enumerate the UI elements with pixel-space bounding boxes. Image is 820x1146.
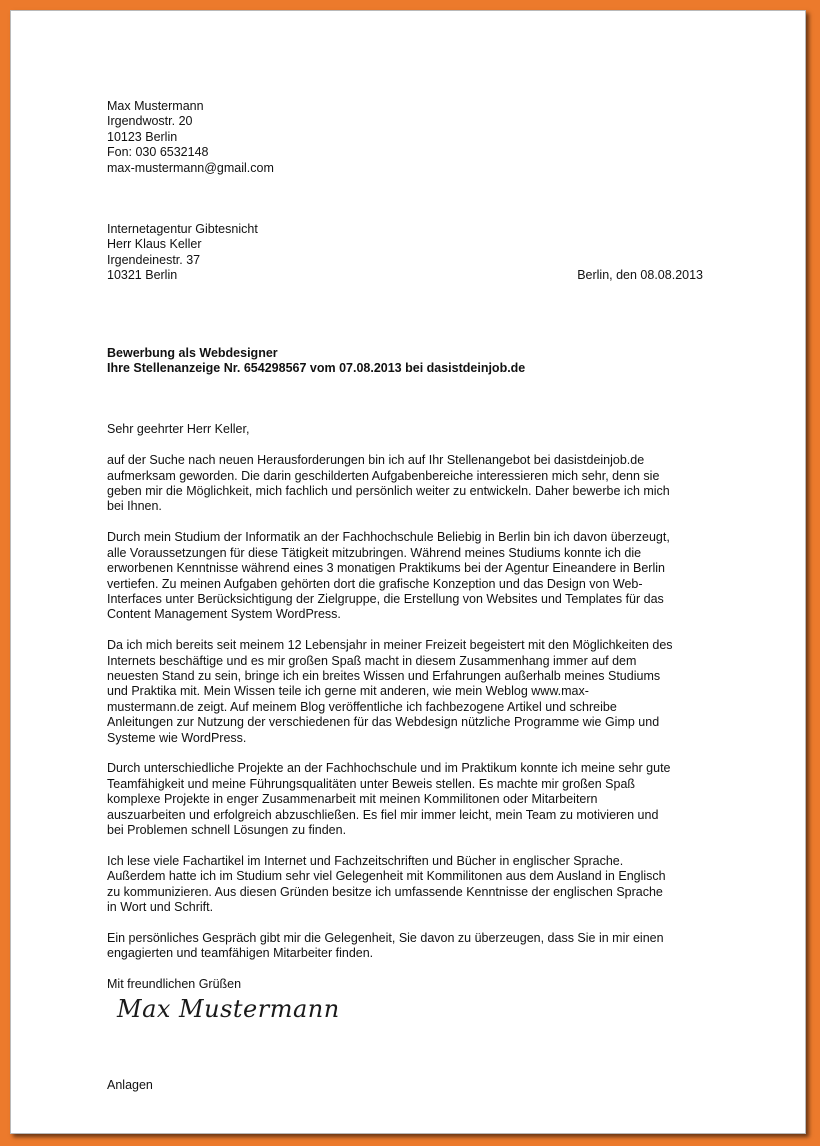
sender-address [107, 99, 715, 176]
paragraph-line: Content Management System WordPress. [107, 607, 341, 622]
sender-email: max-mustermann@gmail.com [107, 160, 274, 175]
paragraph-line: Ein persönliches Gespräch gibt mir die Gelegenheit, Sie davon zu überzeugen, dass Sie in mir einen [107, 930, 664, 945]
handwritten-signature: Max Mustermann [117, 995, 340, 1024]
paragraph-line: geben mir die Möglichkeit, mich fachlich und persönlich weiter zu entwickeln. Daher bewerbe ich mich [107, 484, 670, 499]
paragraph-line: Durch unterschiedliche Projekte an der Fachhochschule und im Praktikum konnte ich meine sehr gute [107, 761, 671, 776]
paragraph-line: in Wort und Schrift. [107, 899, 214, 914]
paragraph-line: bei Problemen schnell Lösungen zu finden. [107, 822, 347, 837]
recipient-address [107, 222, 715, 284]
paragraph-line: Anleitungen zur Nutzung der verschiedenen für das Webdesign nützliche Programme wie Gimp und [107, 715, 660, 730]
salutation: Sehr geehrter Herr Keller, [107, 422, 250, 437]
subject [107, 346, 715, 377]
paragraph-line: Teamfähigkeit und meine Führungsqualitäten unter Beweis stellen. Es machte mir großen Spaß [107, 776, 636, 791]
document-page [10, 10, 806, 1134]
letter-date: Berlin, den 08.08.2013 [577, 268, 703, 283]
sender-name: Max Mustermann [107, 99, 204, 113]
body-paragraph [107, 453, 715, 515]
paragraph-line: Systeme wie WordPress. [107, 730, 247, 745]
body-paragraph [107, 854, 715, 916]
sender-city: 10123 Berlin [107, 129, 178, 144]
letter-content [107, 99, 715, 1094]
paragraph-line: bei Ihnen. [107, 499, 162, 514]
paragraph-line: alle Voraussetzungen für diese Tätigkeit mitzubringen. Während meines Studiums konnte ich die [107, 545, 642, 560]
recipient-company: Internetagentur Gibtesnicht [107, 222, 258, 237]
paragraph-line: Interfaces unter Berücksichtigung der Zielgruppe, die Erstellung von Websites und Templates für das [107, 591, 664, 606]
sender-street: Irgendwostr. 20 [107, 114, 193, 129]
paragraph-line: vertiefen. Zu meinen Aufgaben gehörten dort die grafische Konzeption und das Design von Web- [107, 576, 643, 591]
body-paragraph [107, 638, 715, 746]
paragraph-line: und Praktika mit. Mein Wissen teile ich gerne mit anderen, wie mein Weblog www.max- [107, 684, 589, 699]
letter-body [107, 453, 715, 961]
paragraph-line: neuesten Stand zu sein, bringe ich ein breites Wissen und Erfahrungen außerhalb meines Studiums [107, 668, 661, 683]
recipient-city: 10321 Berlin [107, 268, 178, 283]
paragraph-line: aufmerksam geworden. Die darin geschilderten Aufgabenbereiche interessieren mich sehr, denn sie [107, 468, 660, 483]
paragraph-line: engagierten und teamfähigen Mitarbeiter finden. [107, 946, 374, 961]
paragraph-line: auszuarbeiten und erfolgreich abzuschließen. Es fiel mir immer leicht, mein Team zu motivieren und [107, 807, 659, 822]
paragraph-line: zu kommunizieren. Aus diesen Gründen besitze ich umfassende Kenntnisse der englischen Sprache [107, 884, 663, 899]
paragraph-line: auf der Suche nach neuen Herausforderungen bin ich auf Ihr Stellenangebot bei dasistdeinjob.de [107, 453, 645, 468]
paragraph-line: mustermann.de zeigt. Auf meinem Blog veröffentliche ich fachbezogene Artikel und schreibe [107, 699, 617, 714]
paragraph-line: Internets beschäftige und es mir großen Spaß macht in diesem Zusammenhang immer auf dem [107, 653, 637, 668]
recipient-person: Herr Klaus Keller [107, 237, 202, 252]
attachments: Anlagen [107, 1078, 153, 1093]
sender-phone: Fon: 030 6532148 [107, 145, 209, 160]
closing: Mit freundlichen Grüßen [107, 976, 242, 991]
subject-line-2: Ihre Stellenanzeige Nr. 654298567 vom 07.08.2013 bei dasistdeinjob.de [107, 361, 526, 376]
paragraph-line: Durch mein Studium der Informatik an der Fachhochschule Beliebig in Berlin bin ich davon überzeugt, [107, 530, 670, 545]
paragraph-line: Da ich mich bereits seit meinem 12 Lebensjahr in meiner Freizeit begeistert mit den Möglichkeiten des [107, 638, 673, 653]
recipient-street: Irgendeinestr. 37 [107, 252, 201, 267]
subject-line-1: Bewerbung als Webdesigner [107, 345, 278, 360]
body-paragraph [107, 761, 715, 838]
paragraph-line: Ich lese viele Fachartikel im Internet und Fachzeitschriften und Bücher in englischer Sprache. [107, 853, 624, 868]
paragraph-line: Außerdem hatte ich im Studium sehr viel Gelegenheit mit Kommilitonen aus dem Ausland in Englisch [107, 869, 666, 884]
body-paragraph [107, 530, 715, 622]
paragraph-line: komplexe Projekte in enger Zusammenarbeit mit meinen Kommilitonen oder Mitarbeitern [107, 792, 598, 807]
paragraph-line: erworbenen Kenntnisse während eines 3 monatigen Praktikums bei der Agentur Eineandere in Berlin [107, 561, 665, 576]
body-paragraph [107, 931, 715, 962]
